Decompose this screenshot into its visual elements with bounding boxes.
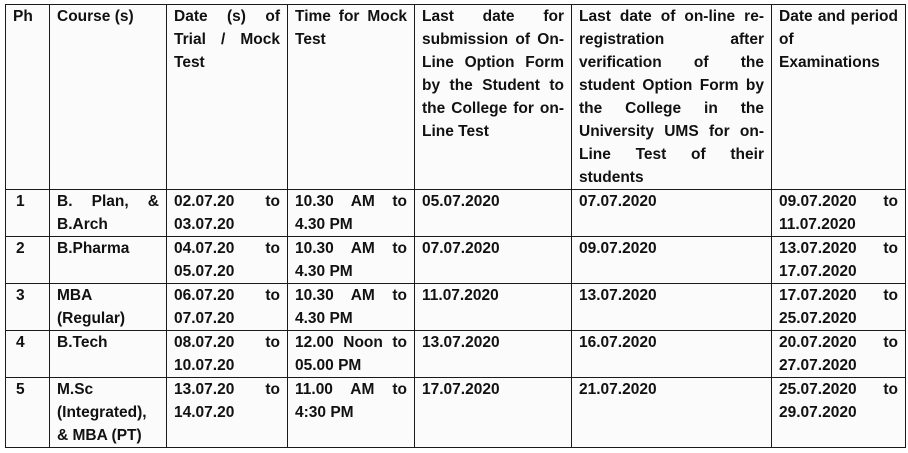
cell-reregistration-last-date: 16.07.2020 (572, 331, 772, 378)
cell-mock-time: 10.30 AM to 4.30 PM (288, 190, 415, 237)
cell-course: M.Sc (Integrated), & MBA (PT) (50, 378, 167, 448)
header-exam-period: Date and period of Examinations (772, 5, 906, 190)
cell-phase: 3 (6, 284, 50, 331)
cell-option-form-last-date: 07.07.2020 (415, 237, 572, 284)
cell-phase: 1 (6, 190, 50, 237)
header-reregistration-last-date: Last date of on-line re-registration after verification of the student Option Form by the College in the University UMS for on-Line Test of their students (572, 5, 772, 190)
cell-option-form-last-date: 05.07.2020 (415, 190, 572, 237)
cell-reregistration-last-date: 07.07.2020 (572, 190, 772, 237)
cell-phase: 4 (6, 331, 50, 378)
table-row (6, 284, 906, 331)
header-option-form-last-date: Last date for submission of On-Line Option Form by the Student to the College for on-Line Test (415, 5, 572, 190)
cell-mock-dates: 04.07.20 to 05.07.20 (167, 237, 288, 284)
table-row (6, 378, 906, 448)
cell-course: B.Pharma (50, 237, 167, 284)
cell-exam-period: 13.07.2020 to 17.07.2020 (772, 237, 906, 284)
cell-mock-dates: 13.07.20 to 14.07.20 (167, 378, 288, 448)
cell-phase: 2 (6, 237, 50, 284)
cell-reregistration-last-date: 09.07.2020 (572, 237, 772, 284)
cell-course: B. Plan, & B.Arch (50, 190, 167, 237)
cell-course: MBA (Regular) (50, 284, 167, 331)
cell-mock-time: 10.30 AM to 4.30 PM (288, 284, 415, 331)
header-row (6, 5, 906, 190)
cell-reregistration-last-date: 21.07.2020 (572, 378, 772, 448)
cell-phase: 5 (6, 378, 50, 448)
header-course: Course (s) (50, 5, 167, 190)
cell-exam-period: 20.07.2020 to 27.07.2020 (772, 331, 906, 378)
table-row (6, 190, 906, 237)
cell-course: B.Tech (50, 331, 167, 378)
header-mock-dates: Date (s) of Trial / Mock Test (167, 5, 288, 190)
cell-option-form-last-date: 13.07.2020 (415, 331, 572, 378)
cell-option-form-last-date: 11.07.2020 (415, 284, 572, 331)
header-mock-time: Time for Mock Test (288, 5, 415, 190)
cell-option-form-last-date: 17.07.2020 (415, 378, 572, 448)
cell-mock-time: 10.30 AM to 4.30 PM (288, 237, 415, 284)
cell-exam-period: 25.07.2020 to 29.07.2020 (772, 378, 906, 448)
cell-mock-dates: 06.07.20 to 07.07.20 (167, 284, 288, 331)
cell-mock-dates: 08.07.20 to 10.07.20 (167, 331, 288, 378)
cell-exam-period: 17.07.2020 to 25.07.2020 (772, 284, 906, 331)
table-row (6, 331, 906, 378)
header-phase: Ph (6, 5, 50, 190)
cell-mock-time: 12.00 Noon to 05.00 PM (288, 331, 415, 378)
cell-mock-time: 11.00 AM to 4:30 PM (288, 378, 415, 448)
exam-schedule-table (5, 4, 906, 448)
table-row (6, 237, 906, 284)
cell-reregistration-last-date: 13.07.2020 (572, 284, 772, 331)
cell-exam-period: 09.07.2020 to 11.07.2020 (772, 190, 906, 237)
cell-mock-dates: 02.07.20 to 03.07.20 (167, 190, 288, 237)
